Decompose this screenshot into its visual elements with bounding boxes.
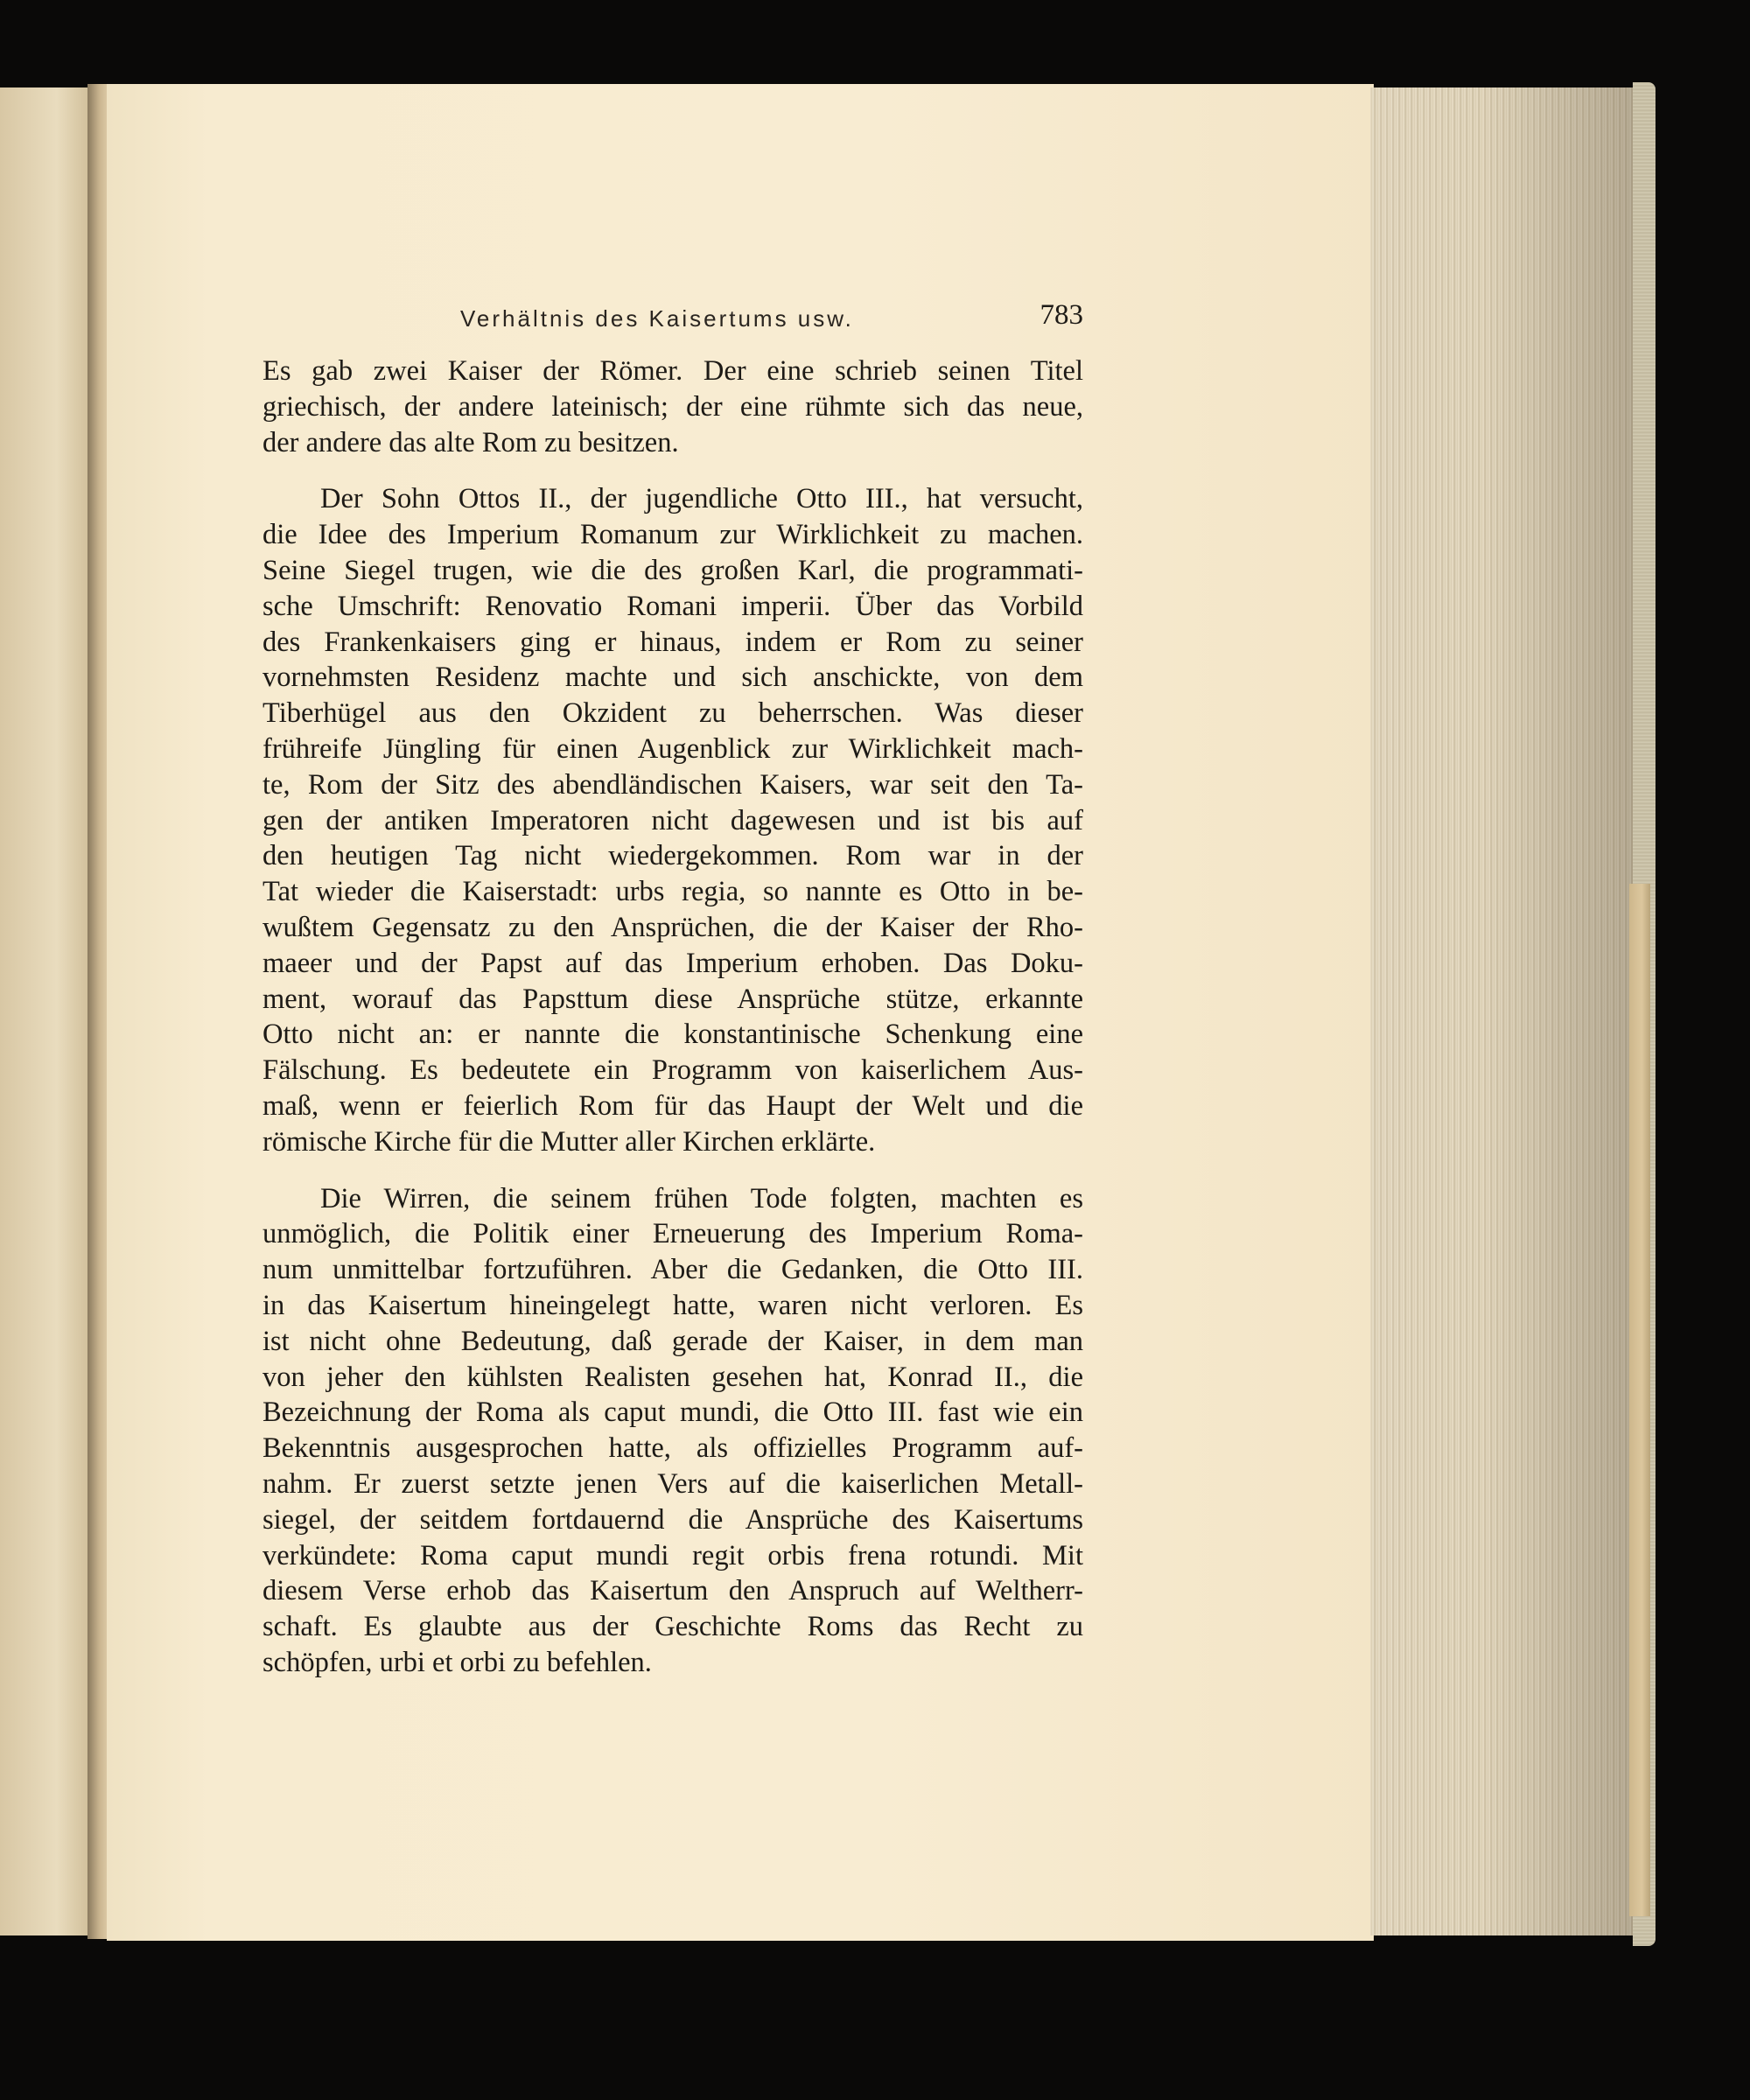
text-line: schaft. Es glaubte aus der Geschichte Roms das Recht zu — [262, 1611, 1083, 1643]
text-line: römische Kirche für die Mutter aller Kirchen erklärte. — [262, 1125, 876, 1158]
text-line: in das Kaisertum hineingelegt hatte, waren nicht verloren. Es — [262, 1289, 1083, 1321]
text-line: nahm. Er zuerst setzte jenen Vers auf die kaiserlichen Metall- — [262, 1467, 1083, 1500]
text-line: unmöglich, die Politik einer Erneuerung des Imperium Roma- — [262, 1218, 1083, 1250]
text-line: maeer und der Papst auf das Imperium erhoben. Das Doku- — [262, 947, 1083, 979]
page-text-block — [262, 298, 1083, 1702]
text-line: vornehmsten Residenz machte und sich anschickte, von dem — [262, 662, 1083, 694]
text-line: frühreife Jüngling für einen Augenblick zur Wirklichkeit mach- — [262, 732, 1083, 765]
text-line: des Frankenkaisers ging er hinaus, indem er Rom zu seiner — [262, 626, 1083, 658]
bookmark-ribbon — [1629, 884, 1650, 1916]
text-line: sche Umschrift: Renovatio Romani imperii. Über das Vorbild — [262, 590, 1083, 622]
text-line: siegel, der seitdem fortdauernd die Ansprüche des Kaisertums — [262, 1503, 1083, 1536]
text-line: von jeher den kühlsten Realisten gesehen hat, Konrad II., die — [262, 1361, 1083, 1393]
text-line: Die Wirren, die seinem frühen Tode folgten, machten es — [320, 1182, 1083, 1214]
page-number: 783 — [1040, 299, 1083, 331]
text-line: te, Rom der Sitz des abendländischen Kaisers, war seit den Ta- — [262, 768, 1083, 801]
text-line: die Idee des Imperium Romanum zur Wirklichkeit zu machen. — [262, 519, 1083, 551]
text-line: Fälschung. Es bedeutete ein Programm von kaiserlichem Aus- — [262, 1054, 1083, 1087]
text-line: ment, worauf das Papsttum diese Ansprüche stütze, erkannte — [262, 983, 1083, 1015]
text-line: maß, wenn er feierlich Rom für das Haupt der Welt und die — [262, 1089, 1083, 1122]
text-line: Tiberhügel aus den Okzident zu beherrschen. Was dieser — [262, 697, 1083, 730]
left-page-edge — [0, 88, 94, 1936]
paragraph — [262, 354, 1083, 460]
text-line: Otto nicht an: er nannte die konstantinische Schenkung eine — [262, 1018, 1083, 1051]
text-line: griechisch, der andere lateinisch; der eine rühmte sich das neue, — [262, 390, 1083, 423]
text-line: diesem Verse erhob das Kaisertum den Anspruch auf Weltherr- — [262, 1575, 1083, 1607]
text-line: num unmittelbar fortzuführen. Aber die Gedanken, die Otto III. — [262, 1254, 1083, 1286]
paragraph — [262, 481, 1083, 1159]
text-line: der andere das alte Rom zu besitzen. — [262, 426, 679, 458]
text-line: Bezeichnung der Roma als caput mundi, die Otto III. fast wie ein — [262, 1396, 1083, 1429]
running-head: Verhältnis des Kaisertums usw. — [460, 305, 854, 332]
text-line: ist nicht ohne Bedeutung, daß gerade der Kaiser, in dem man — [262, 1325, 1083, 1357]
paragraph — [262, 1181, 1083, 1681]
text-line: Bekenntnis ausgesprochen hatte, als offizielles Programm auf- — [262, 1432, 1083, 1465]
text-line: wußtem Gegensatz zu den Ansprüchen, die der Kaiser der Rho- — [262, 911, 1083, 943]
text-line: Tat wieder die Kaiserstadt: urbs regia, so nannte es Otto in be- — [262, 876, 1083, 908]
text-line: Seine Siegel trugen, wie die des großen Karl, die programmati- — [262, 554, 1083, 586]
page-block-shadow — [1370, 88, 1645, 1936]
text-line: Der Sohn Ottos II., der jugendliche Otto III., hat versucht, — [320, 483, 1083, 515]
text-line: gen der antiken Imperatoren nicht dagewesen und ist bis auf — [262, 804, 1083, 836]
text-line: verkündete: Roma caput mundi regit orbis frena rotundi. Mit — [262, 1539, 1083, 1572]
text-line: Es gab zwei Kaiser der Römer. Der eine schrieb seinen Titel — [262, 355, 1083, 387]
text-line: schöpfen, urbi et orbi zu befehlen. — [262, 1646, 652, 1678]
page-header — [262, 298, 1083, 346]
text-line: den heutigen Tag nicht wiedergekommen. Rom war in der — [262, 840, 1083, 872]
